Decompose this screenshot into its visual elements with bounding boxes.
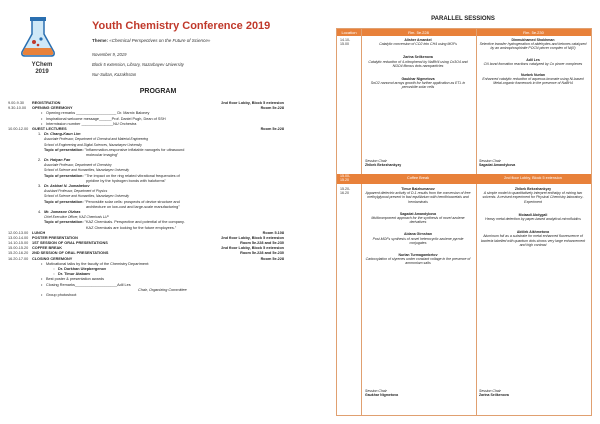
row-location: 2nd floor Lobby, Block 5 extension [221, 246, 284, 251]
theme-text: «Chemical Perspectives on the Future of Science» [108, 38, 211, 43]
presentation [365, 253, 471, 266]
conference-logo [12, 14, 64, 75]
speaker-affiliation: Associate Professor, Department of Chemistry [44, 163, 112, 168]
presentation-title: Selective transfer hydrogenation of aldehydes and ketones catalyzed by an aminophosphinite POCN pincer complex of Ni(II) [479, 42, 587, 51]
row-time: 14.10-15.00 [8, 241, 29, 246]
program-column [8, 10, 308, 420]
presentation [365, 212, 471, 225]
presentation [365, 38, 471, 46]
presenter-name: Aktilek Aikhmetova [516, 230, 550, 235]
row-time: 15.20-16.20 [8, 251, 29, 256]
presenter-name: Zhibek Bekezhankyzy [514, 187, 552, 191]
chair-name: Zhibek Bekezhankyzy [365, 163, 402, 168]
row-title: LUNCH [32, 230, 46, 235]
chair-name: Sagadat Amandykova [479, 163, 516, 168]
slot1-chair-b [479, 159, 515, 167]
slot1-room-a [365, 38, 471, 99]
topic-text: "Perovskite solar cells: prospects of device structure and [83, 199, 180, 204]
col-divider [476, 29, 477, 174]
row-location: Room 5e.228 [260, 106, 284, 111]
speaker-number: 2. [38, 158, 42, 163]
row-time: 15.00-15.20 [8, 246, 29, 251]
row-time: 13.00-14.00 [8, 235, 29, 240]
presentation [365, 55, 471, 68]
slot1-time: 14.10- 15.00 [340, 38, 351, 47]
presentation-title: Catalytic conversion of CO2 into CH4 using MOFs [379, 42, 457, 47]
speaker-name: Dr. Haiyan Fan [44, 158, 71, 163]
conference-theme [92, 38, 210, 43]
chair-name: Gaukhar Nigmetova [365, 393, 399, 398]
topic-label: Topic of presentation: [44, 147, 84, 152]
row-title: 2ND SESSION OF ORAL PRESENTATIONS [32, 251, 109, 256]
row-title: GUEST LECTURES [32, 126, 67, 131]
presenter-name: Gaukhar Nigmetova [401, 77, 435, 82]
program-title: PROGRAM [139, 88, 177, 95]
presentation-title: Post-MOFs synthesis of novel heterocyclic azulene pyrrole conjugates [372, 236, 464, 245]
location-header: Location [337, 29, 361, 36]
speaker-number: 4. [38, 209, 42, 214]
speaker-number: 1. [38, 132, 42, 137]
presentation-title: Catalytic reduction of 4-nitrophenol by NaBH4 using Co3O4 and Ni3O4 fibrous dots nanoparticles [368, 59, 468, 68]
presentation [365, 187, 471, 204]
presentation-title: SnO2 nanorod arrays growth for further application as ETL in perovskite solar cells [370, 81, 466, 90]
row-location: Room 5.108 [262, 230, 284, 235]
bullet-item: • Inspirational welcome message______Prof. Daniel Pugh, Dean of SSH [46, 117, 166, 122]
col-divider [361, 29, 362, 415]
slot2-room-a [365, 187, 471, 274]
row-time: 10.00-12.00 [8, 126, 29, 131]
row-location: Room 5e.228 [260, 126, 284, 131]
bullet-item: • Closing Remarks____________________Adil Les [46, 283, 131, 288]
bullet-item: • Group photoshoot [46, 293, 76, 298]
break-label: Coffee Break [406, 176, 430, 180]
topic-text: "Inflammation-responsive inflatable nanogels for ultrasound [83, 147, 185, 152]
topic-continuation: molecular imaging" [86, 152, 119, 157]
topic-label: Topic of presentation: [44, 173, 84, 178]
col-divider [476, 184, 477, 415]
row-title: POSTER PRESENTATION [32, 235, 78, 240]
presenter-name: Moiaadi Abdygali [518, 212, 548, 217]
row-location: Room 5e.228 and 5e.230 [240, 241, 284, 246]
topic-text: "KAZ Chemicals. Perspective and potential of the company. [83, 220, 185, 225]
slot2-chair-a [365, 389, 398, 397]
chair-label: Session Chair [479, 389, 501, 393]
chair-name: Zarina Seilkenova [479, 393, 509, 398]
speaker-affiliation: Assistant Professor, Department of Physics [44, 189, 108, 194]
presenter-name: Timur Baizhumanov [401, 187, 435, 191]
presenter-name: Zarina Seilkenova [403, 55, 433, 60]
conference-date: November 9, 2019 [92, 52, 127, 57]
presentation-title: Enhanced catalytic reduction of aqueous bromate using Ni-based Metal-organic framework in the presence of NaBH4 [482, 77, 584, 86]
conference-title: Youth Chemistry Conference 2019 [92, 20, 271, 32]
speaker-affiliation: School of Science and Humanities, Nazarbayev University [44, 194, 130, 199]
presenter-name: Alisher Amankel [404, 38, 432, 42]
slot2-chair-b [479, 389, 509, 397]
program-row [8, 293, 308, 298]
row-location: Room 5e.228 and 5e.230 [240, 251, 284, 256]
speaker-number: 3. [38, 184, 42, 188]
presenter-name: Nurlan Turmagambetov [398, 253, 438, 258]
sub-item: ○ Dr. Timur Atabaev [58, 272, 90, 277]
presentation-title: Carboxylation of styrenes under constant voltage in the presence of ammonium salts [365, 257, 471, 266]
flask-logo-icon [12, 14, 64, 62]
speaker-name: Dr. Chang-Kaun Lim [44, 132, 81, 137]
bullet-item: • Best poster & presentation awards [46, 277, 104, 282]
topic-text: "The impact on the ring related vibrational frequencies of [83, 173, 180, 178]
topic-label: Topic of presentation: [44, 220, 84, 225]
row-title: CLOSING CEREMONY [32, 256, 73, 261]
speaker-affiliation: School of Engineering and Digital Sciences, Nazarbayev University [44, 142, 142, 147]
presentation [365, 232, 471, 245]
row-location: Room 5e.228 [260, 256, 284, 261]
presentation-title: Multicomponent approach for the synthesis of novel azulene derivatives [371, 216, 465, 225]
chair-caption: Chair, Organizing Committee [138, 287, 187, 292]
row-title: 1ST SESSION OF ORAL PRESENTATIONS [32, 241, 108, 246]
slot1-chair-a [365, 159, 401, 167]
speaker-affiliation: Associate Professor, Department of Chemical and Material Engineering [44, 137, 149, 142]
chair-label: Session Chair [365, 389, 387, 393]
slot2-room-b [479, 187, 587, 256]
presentation [365, 77, 471, 90]
conference-venue: Block 5 extension, Library, Nazarbayev University [92, 62, 184, 67]
row-time: 16.20-17.00 [8, 256, 29, 261]
presentation-title: Heavy metal detection by paper-based analytical microfluidics [485, 217, 581, 222]
speaker-affiliation: School of Science and Humanities, Nazarbayev University [44, 168, 130, 173]
topic-continuation: KAZ Chemicals are looking for the future employees." [86, 225, 177, 230]
bullet-item: • Opening remarks ___________________ Dr. Marnix Baloney [46, 111, 149, 116]
logo-text: YChem 2019 [31, 62, 53, 75]
row-title: REGISTRATION [32, 101, 61, 105]
slot2-time: 15.20- 16.20 [340, 187, 351, 196]
chair-label: Session Chair [365, 159, 387, 163]
presenter-name: Dinmukhamed Shokhman [511, 38, 555, 42]
presenter-name: Aidana Girnshan [403, 232, 432, 237]
presentation-title: Aluminum foil as a substrate for metal enhanced fluorescence of bacteria labelled with quantum dots shows very large enhancement and high contrast [480, 234, 586, 247]
row-location: 2nd floor Lobby, Block 5 extension [221, 101, 284, 105]
row-time: 12.00-13.00 [8, 230, 29, 235]
presentation [479, 230, 587, 247]
presentation-title: Apparent dielectric activity of D-1 results from the conversion of free methylglyoxal present in fast equilibrium with hemithioacetals and hemiaminals [365, 191, 471, 204]
row-time: 9.30-10.00 [8, 106, 27, 111]
speaker-affiliation: Chief Executive Officer, KAZ Chemicals LLP [44, 215, 109, 220]
sessions-table [336, 28, 592, 416]
row-time: 9.00-9.30 [8, 101, 25, 105]
break-place: 2nd floor Lobby, Block 5 extension [504, 176, 562, 180]
presentation-title: CN bond formation reactions catalyzed by Co pincer complexes [483, 61, 583, 66]
room-a-header: Rm. 5e.228 [362, 29, 476, 36]
break-time: 15.00- 15.20 [340, 174, 351, 183]
chair-label: Session Chair [479, 159, 501, 163]
conference-city: Nur-Sultan, Kazakhstan [92, 72, 137, 77]
presentation [479, 73, 587, 86]
presentation [479, 58, 587, 66]
presentation [479, 213, 587, 221]
bullet-item: • Intermission number _______________NU Orchestra [46, 122, 136, 127]
row-location: 2nd floor Lobby, Block 5 extension [221, 235, 284, 240]
sub-item: ○ Dr. Dorkhan Utepbergenov [58, 267, 106, 272]
program-rows [8, 101, 308, 298]
speaker-name: Mr. Jumasov Olzhas [44, 209, 81, 214]
presenter-name: Sagadat Amandykova [399, 211, 437, 216]
topic-continuation: architecture on low-cost and large-scale manufacturing" [86, 204, 180, 209]
parallel-sessions [336, 16, 590, 416]
room-b-header: Rm. 5e.230 [476, 29, 591, 36]
presenter-name: Adil Les [526, 57, 540, 62]
topic-label: Topic of presentation: [44, 199, 84, 204]
slot1-room-b [479, 38, 587, 93]
presentation [479, 38, 587, 51]
presentation-title: A simple model to quantitatively interpret enthalpy of mixing two solvents. A revised experiment for Physical Chemistry laboratory-Experiment [482, 191, 584, 204]
speaker-name: Dr. Askhat N. Jumabekov [44, 184, 90, 188]
presentation [479, 187, 587, 204]
theme-label: Theme: [92, 38, 109, 43]
row-title: OPENING CEREMONY [32, 106, 73, 111]
bullet-item: • Motivational talks by the faculty of the Chemistry Department: [46, 262, 149, 267]
row-title: COFFEE BREAK [32, 246, 62, 251]
sessions-title: PARALLEL SESSIONS [431, 16, 495, 22]
topic-continuation: pyridine by the hydrogen bonds with haloforms" [86, 178, 166, 183]
presenter-name: Nurbek Nurlan [520, 73, 546, 78]
